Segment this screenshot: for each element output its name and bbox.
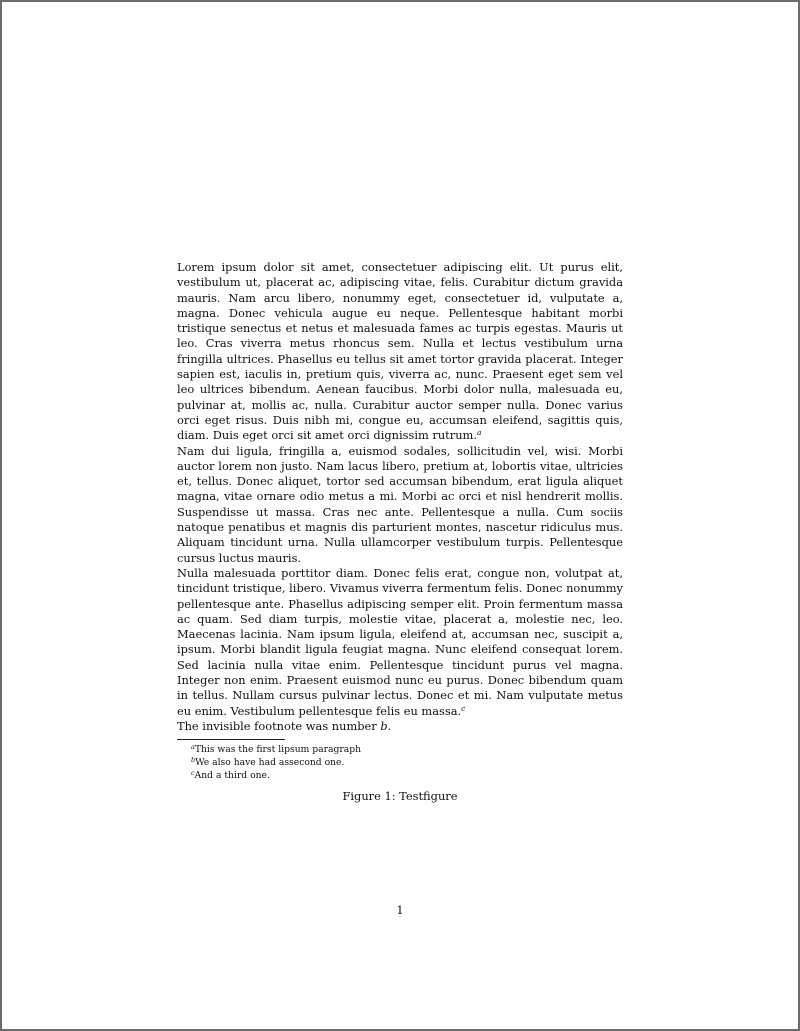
- invisible-footnote-end: .: [387, 718, 392, 733]
- paragraph-3: [177, 566, 623, 719]
- footnote-text: And a third one.: [194, 770, 270, 782]
- paragraph-1: [177, 260, 623, 444]
- footnote-text: We also have had assecond one.: [195, 757, 345, 769]
- footnote-text: This was the first lipsum paragraph: [194, 744, 362, 756]
- paragraph-text: Lorem ipsum dolor sit amet, consectetuer adipiscing elit. Ut purus elit, vestibulum ut, placerat ac, adipiscing vitae, felis. Curabitur dictum gravida mauris. Nam arcu libero, nonummy eget, consectetuer id, vulputate a, magna. Donec vehicula augue eu neque. Pellentesque habitant morbi tristique senectus et netus et malesuada fames ac turpis egestas. Mauris ut leo. Cras viverra metus rhoncus sem. Nulla et lectus vestibulum urna fringilla ultrices. Phasellus eu tellus sit amet tortor gravida placerat. Integer sapien est, iaculis in, pretium quis, viverra ac, nunc. Praesent eget sem vel leo ultrices bibendum. Aenean faucibus. Morbi dolor nulla, malesuada eu, pulvinar at, mollis ac, nulla. Curabitur auctor semper nulla. Donec varius orci eget risus. Duis nibh mi, congue eu, accumsan eleifend, sagittis quis, diam. Duis eget orci sit amet orci dignissim rutrum.: [177, 260, 623, 443]
- paragraph-2: [177, 444, 623, 566]
- footnote-mark: a: [476, 428, 482, 438]
- footnote-label: b: [191, 756, 196, 765]
- footnote-list: [177, 743, 623, 782]
- invisible-footnote-line: [177, 719, 623, 734]
- invisible-footnote-text: The invisible footnote was number: [177, 718, 381, 733]
- footnote-c: [191, 769, 623, 782]
- footnote-rule: [177, 739, 285, 740]
- page-number: 1: [396, 903, 404, 917]
- paragraph-text: Nulla malesuada porttitor diam. Donec felis erat, congue non, volutpat at, tincidunt tristique, libero. Vivamus viverra fermentum felis. Donec nonummy pellentesque ante. Phasellus adipiscing semper elit. Proin fermentum massa ac quam. Sed diam turpis, molestie vitae, placerat a, molestie nec, leo. Maecenas lacinia. Nam ipsum ligula, eleifend at, accumsan nec, suscipit a, ipsum. Morbi blandit ligula feugiat magna. Nunc eleifend consequat lorem. Sed lacinia nulla vitae enim. Pellentesque tincidunt purus vel magna. Integer non enim. Praesent euismod nunc eu purus. Donec bibendum quam in tellus. Nullam cursus pulvinar lectus. Donec et mi. Nam vulputate metus eu enim. Vestibulum pellentesque felis eu massa.: [177, 565, 623, 718]
- invisible-footnote-variable: b: [380, 718, 388, 733]
- figure-caption: Figure 1: Testfigure: [342, 789, 458, 804]
- footnote-label: c: [191, 769, 195, 778]
- footnote-b: [191, 756, 623, 769]
- footnote-a: [191, 743, 623, 756]
- figure-body: [177, 260, 623, 805]
- footnote-label: a: [191, 743, 195, 752]
- footnote-mark: c: [461, 703, 466, 713]
- paragraph-text: Nam dui ligula, fringilla a, euismod sodales, sollicitudin vel, wisi. Morbi auctor lorem non justo. Nam lacus libero, pretium at, lobortis vitae, ultricies et, tellus. Donec aliquet, tortor sed accumsan bibendum, erat ligula aliquet magna, vitae ornare odio metus a mi. Morbi ac orci et nisl hendrerit mollis. Suspendisse ut massa. Cras nec ante. Pellentesque a nulla. Cum sociis natoque penatibus et magnis dis parturient montes, nascetur ridiculus mus. Aliquam tincidunt urna. Nulla ullamcorper vestibulum turpis. Pellentesque cursus luctus mauris.: [177, 443, 623, 565]
